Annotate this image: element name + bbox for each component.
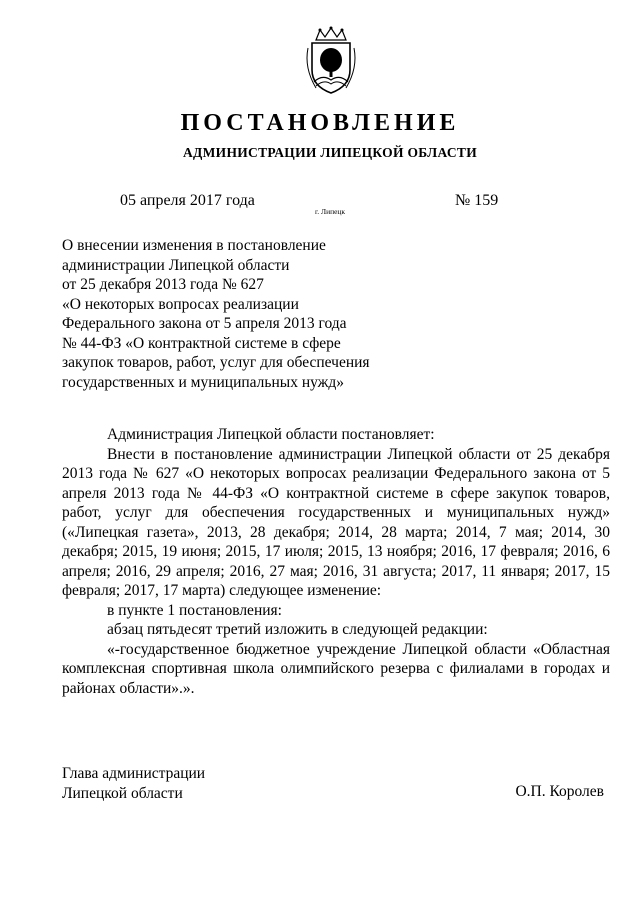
subject-line: от 25 декабря 2013 года № 627 <box>62 276 264 293</box>
signature-position <box>62 764 205 803</box>
body-point: в пункте 1 постановления: <box>107 601 282 619</box>
signature-position-line: Липецкой области <box>62 784 183 802</box>
body-paragraph-instruction: абзац пятьдесят третий изложить в следующей редакции: <box>107 621 488 638</box>
subject-line: О внесении изменения в постановление <box>62 237 326 254</box>
document-city: г. Липецк <box>315 207 346 216</box>
document-subtitle: АДМИНИСТРАЦИИ ЛИПЕЦКОЙ ОБЛАСТИ <box>182 145 478 160</box>
subject-line: закупок товаров, работ, услуг для обеспечения <box>62 354 370 371</box>
document-number: № 159 <box>455 192 499 209</box>
body-intro: Администрация Липецкой области постановляет: <box>107 426 435 443</box>
coat-of-arms-icon <box>302 26 360 96</box>
signature-position-line: Глава администрации <box>62 765 206 782</box>
document-body <box>62 425 610 698</box>
subject-line: «О некоторых вопросах реализации <box>62 295 299 313</box>
body-main-paragraph: Внести в постановление администрации Липецкой области от 25 декабря 2013 года № 627 «О некоторых вопросах реализации Федерального закона от 5 апреля 2013 года № 44-ФЗ «О контрактной системе в сфере закупок товаров, работ, услуг для обеспечения государственных и муниципальных нужд» («Липецкая газета», 2013, 28 декабря; 2014, 28 марта; 2014, 7 мая; 2014, 30 декабря; 2015, 19 июня; 2015, 17 июля; 2015, 13 ноября; 2016, 17 февраля; 2016, 6 апреля; 2016, 29 апреля; 2016, 27 мая; 2016, 31 августа; 2017, 11 января; 2017, 15 февраля; 2017, 17 марта) следующее изменение: <box>62 445 610 599</box>
document-subject <box>62 236 382 392</box>
document-date: 05 апреля 2017 года <box>120 192 255 209</box>
subject-line: № 44-ФЗ «О контрактной системе в сфере <box>62 334 341 352</box>
body-quote: «-государственное бюджетное учреждение Липецкой области «Областная комплексная спортивная школа олимпийского резерва с филиалами в городах и районах области».». <box>62 640 610 697</box>
subject-line: администрации Липецкой области <box>62 256 290 274</box>
subject-line: Федерального закона от 5 апреля 2013 года <box>62 315 347 332</box>
subject-line: государственных и муниципальных нужд» <box>62 373 345 391</box>
signature-name: О.П. Королев <box>515 783 604 800</box>
document-title: ПОСТАНОВЛЕНИЕ <box>180 110 460 136</box>
